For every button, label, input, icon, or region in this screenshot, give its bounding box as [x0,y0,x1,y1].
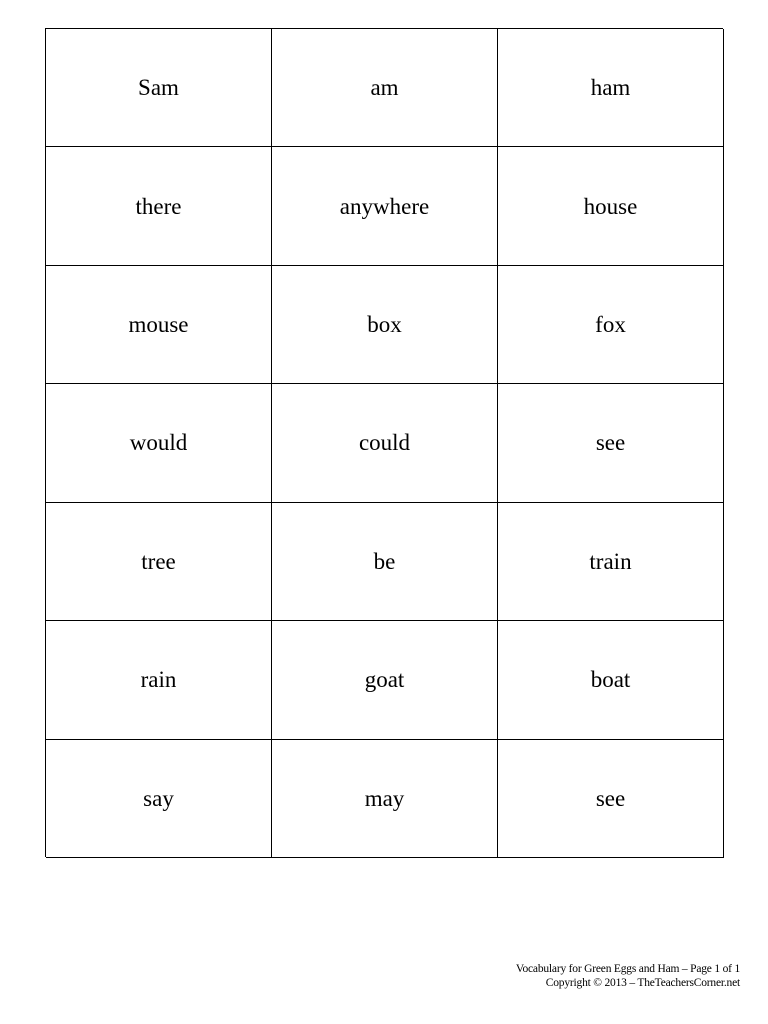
word-card: see [498,740,724,858]
word-card: say [46,740,272,858]
word-card: ham [498,29,724,147]
word-card: anywhere [272,147,498,265]
word-card: tree [46,503,272,621]
word-card: mouse [46,266,272,384]
word-card: there [46,147,272,265]
word-card: house [498,147,724,265]
word-card: fox [498,266,724,384]
word-card: am [272,29,498,147]
vocabulary-card-grid [45,28,723,857]
word-card: be [272,503,498,621]
word-card: rain [46,621,272,739]
word-card: see [498,384,724,502]
word-card: Sam [46,29,272,147]
word-card: box [272,266,498,384]
word-card: train [498,503,724,621]
word-card: would [46,384,272,502]
word-card: goat [272,621,498,739]
word-card: boat [498,621,724,739]
word-card: could [272,384,498,502]
footer-copyright-line: Copyright © 2013 – TheTeachersCorner.net [545,977,740,989]
word-card: may [272,740,498,858]
footer-title-line: Vocabulary for Green Eggs and Ham – Page 1 of 1 [515,963,740,975]
page-footer [516,962,740,990]
